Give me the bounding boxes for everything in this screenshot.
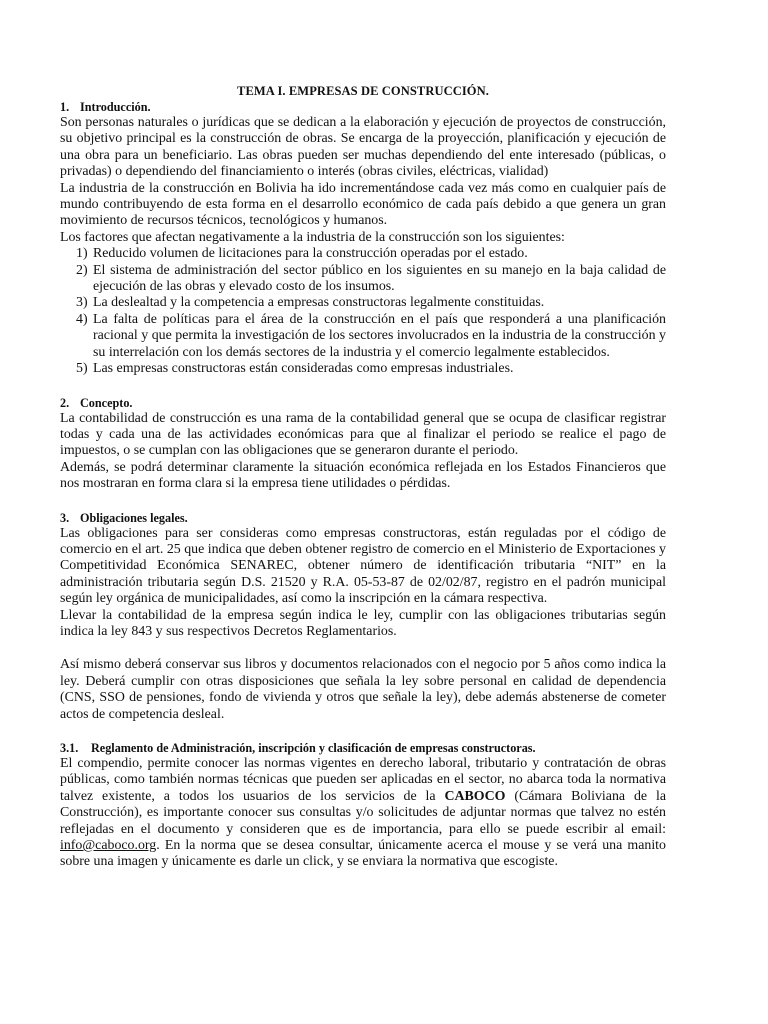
list-item-number: 1) — [76, 246, 88, 262]
list-item-text: Reducido volumen de licitaciones para la construcción operadas por el estado. — [93, 246, 528, 262]
reglamento-paragraph — [60, 756, 666, 871]
section-obligaciones-heading — [60, 510, 666, 526]
list-item-text: La falta de políticas para el área de la construcción en el país que responderá a una planificación racional y que permita la investigación de los sectores involucrados en la industria de la construcción y su interrelación con los demás sectores de la industria y el comercio legalmente establecidos. — [93, 311, 666, 360]
intro-paragraph-3: Los factores que afectan negativamente a la industria de la construcción son los siguientes: — [60, 229, 565, 245]
obligaciones-paragraph-2: Llevar la contabilidad de la empresa según indica le ley, cumplir con las obligaciones tributarias según indica la ley 843 y sus respectivos Decretos Reglamentarios. — [60, 607, 666, 639]
email-link[interactable]: info@caboco.org — [60, 838, 157, 854]
list-item — [60, 263, 666, 296]
document-title: TEMA I. EMPRESAS DE CONSTRUCCIÓN. — [237, 84, 489, 98]
section-concepto-heading — [60, 395, 666, 411]
list-item-number: 4) — [76, 311, 88, 327]
reglamento-text-b: (Cámara Boliviana de la Construcción), es importante conocer sus consultas y/o solicitudes de adjuntar normas que talvez no estén reflejadas en el documento y consideren que es de importancia, para ello se puede escribir al email: — [60, 788, 667, 837]
concepto-paragraph-1: La contabilidad de construcción es una rama de la contabilidad general que se ocupa de clasificar registrar todas y cada una de las actividades económicas para que al finalizar el periodo se realice el pago de impuestos, o se cumplan con las obligaciones que se generaron durante el periodo. — [60, 410, 666, 459]
section-obligaciones-number: 3. — [60, 510, 70, 525]
section-reglamento-title: Reglamento de Administración, inscripción y clasificación de empresas constructoras. — [91, 741, 536, 755]
list-item-number: 5) — [76, 361, 88, 377]
list-item — [60, 246, 666, 262]
section-intro-number: 1. — [60, 100, 70, 114]
obligaciones-paragraph-1: Las obligaciones para ser consideras como empresas constructoras, están reguladas por el código de comercio en el art. 25 que indica que deben obtener registro de comercio en el Ministerio de Exportaciones y Competitividad Económica SENAREC, obtener número de identificación tributaria “NIT” en la administración tributaria según D.S. 21520 y R.A. 05-53-87 de 02/02/87, registro en el padrón municipal según ley orgánica de municipalidades, así como la inscripción en la cámara respectiva. — [60, 525, 666, 607]
reglamento-text-c: . En la norma que se desea consultar, únicamente acerca el mouse y se verá una manito sobre una imagen y únicamente es darle un click, y se enviara la normativa que escogiste. — [60, 838, 666, 870]
section-concepto-number: 2. — [60, 395, 70, 410]
section-obligaciones-title: Obligaciones legales. — [80, 510, 188, 525]
section-intro-title: Introducción. — [80, 100, 151, 114]
concepto-paragraph-2: Además, se podrá determinar claramente la situación económica reflejada en los Estados Financieros que nos mostraran en forma clara si la empresa tiene utilidades o pérdidas. — [60, 459, 666, 492]
section-concepto-title: Concepto. — [80, 395, 133, 410]
section-intro-heading — [60, 99, 666, 115]
reglamento-text-a: El compendio, permite conocer las normas vigentes en derecho laboral, tributario y contratación de obras públicas, como también normas técnicas que pueden ser aplicadas en el sector, no abarca toda la normativa talvez existente, a todos los usuarios de los servicios de la — [60, 756, 666, 804]
section-reglamento-heading — [60, 740, 666, 756]
list-item-number: 2) — [76, 262, 88, 278]
section-reglamento-number: 3.1. — [60, 741, 79, 755]
list-item-text: El sistema de administración del sector público en los siguientes en su manejo en la baja calidad de ejecución de las obras y elevado costo de los insumos. — [93, 262, 666, 295]
factors-list — [60, 246, 666, 377]
list-item — [60, 361, 666, 377]
document-page — [60, 83, 666, 871]
intro-paragraph-2: La industria de la construcción en Bolivia ha ido incrementándose cada vez más como en cualquier país de mundo contribuyendo de esta forma en el desarrollo económico de cada país debido a que genera un gran movimiento de recursos técnicos, tecnológicos y humanos. — [60, 180, 666, 229]
list-item-number: 3) — [76, 295, 88, 311]
obligaciones-paragraph-3: Así mismo deberá conservar sus libros y documentos relacionados con el negocio por 5 años como indica la ley. Deberá cumplir con otras disposiciones que señala la ley sobre personal en calidad de dependencia (CNS, SSO de pensiones, fondo de vivienda y otros que señale la ley), debe además abstenerse de cometer actos de competencia desleal. — [60, 657, 666, 722]
intro-paragraph-1: Son personas naturales o jurídicas que se dedican a la elaboración y ejecución de proyectos de construcción, su objetivo principal es la construcción de obras. Se encarga de la proyección, planificación y ejecución de una obra para un beneficiario. Las obras pueden ser muchas dependiendo del ente interesado (públicas, o privadas) o dependiendo del financiamiento o interés (obras civiles, eléctricas, vialidad) — [60, 115, 666, 180]
caboco-acronym: CABOCO — [444, 788, 506, 804]
list-item-text: Las empresas constructoras están consideradas como empresas industriales. — [93, 361, 514, 377]
list-item — [60, 312, 666, 361]
list-item — [60, 295, 666, 311]
list-item-text: La deslealtad y la competencia a empresas constructoras legalmente constituidas. — [93, 295, 545, 311]
